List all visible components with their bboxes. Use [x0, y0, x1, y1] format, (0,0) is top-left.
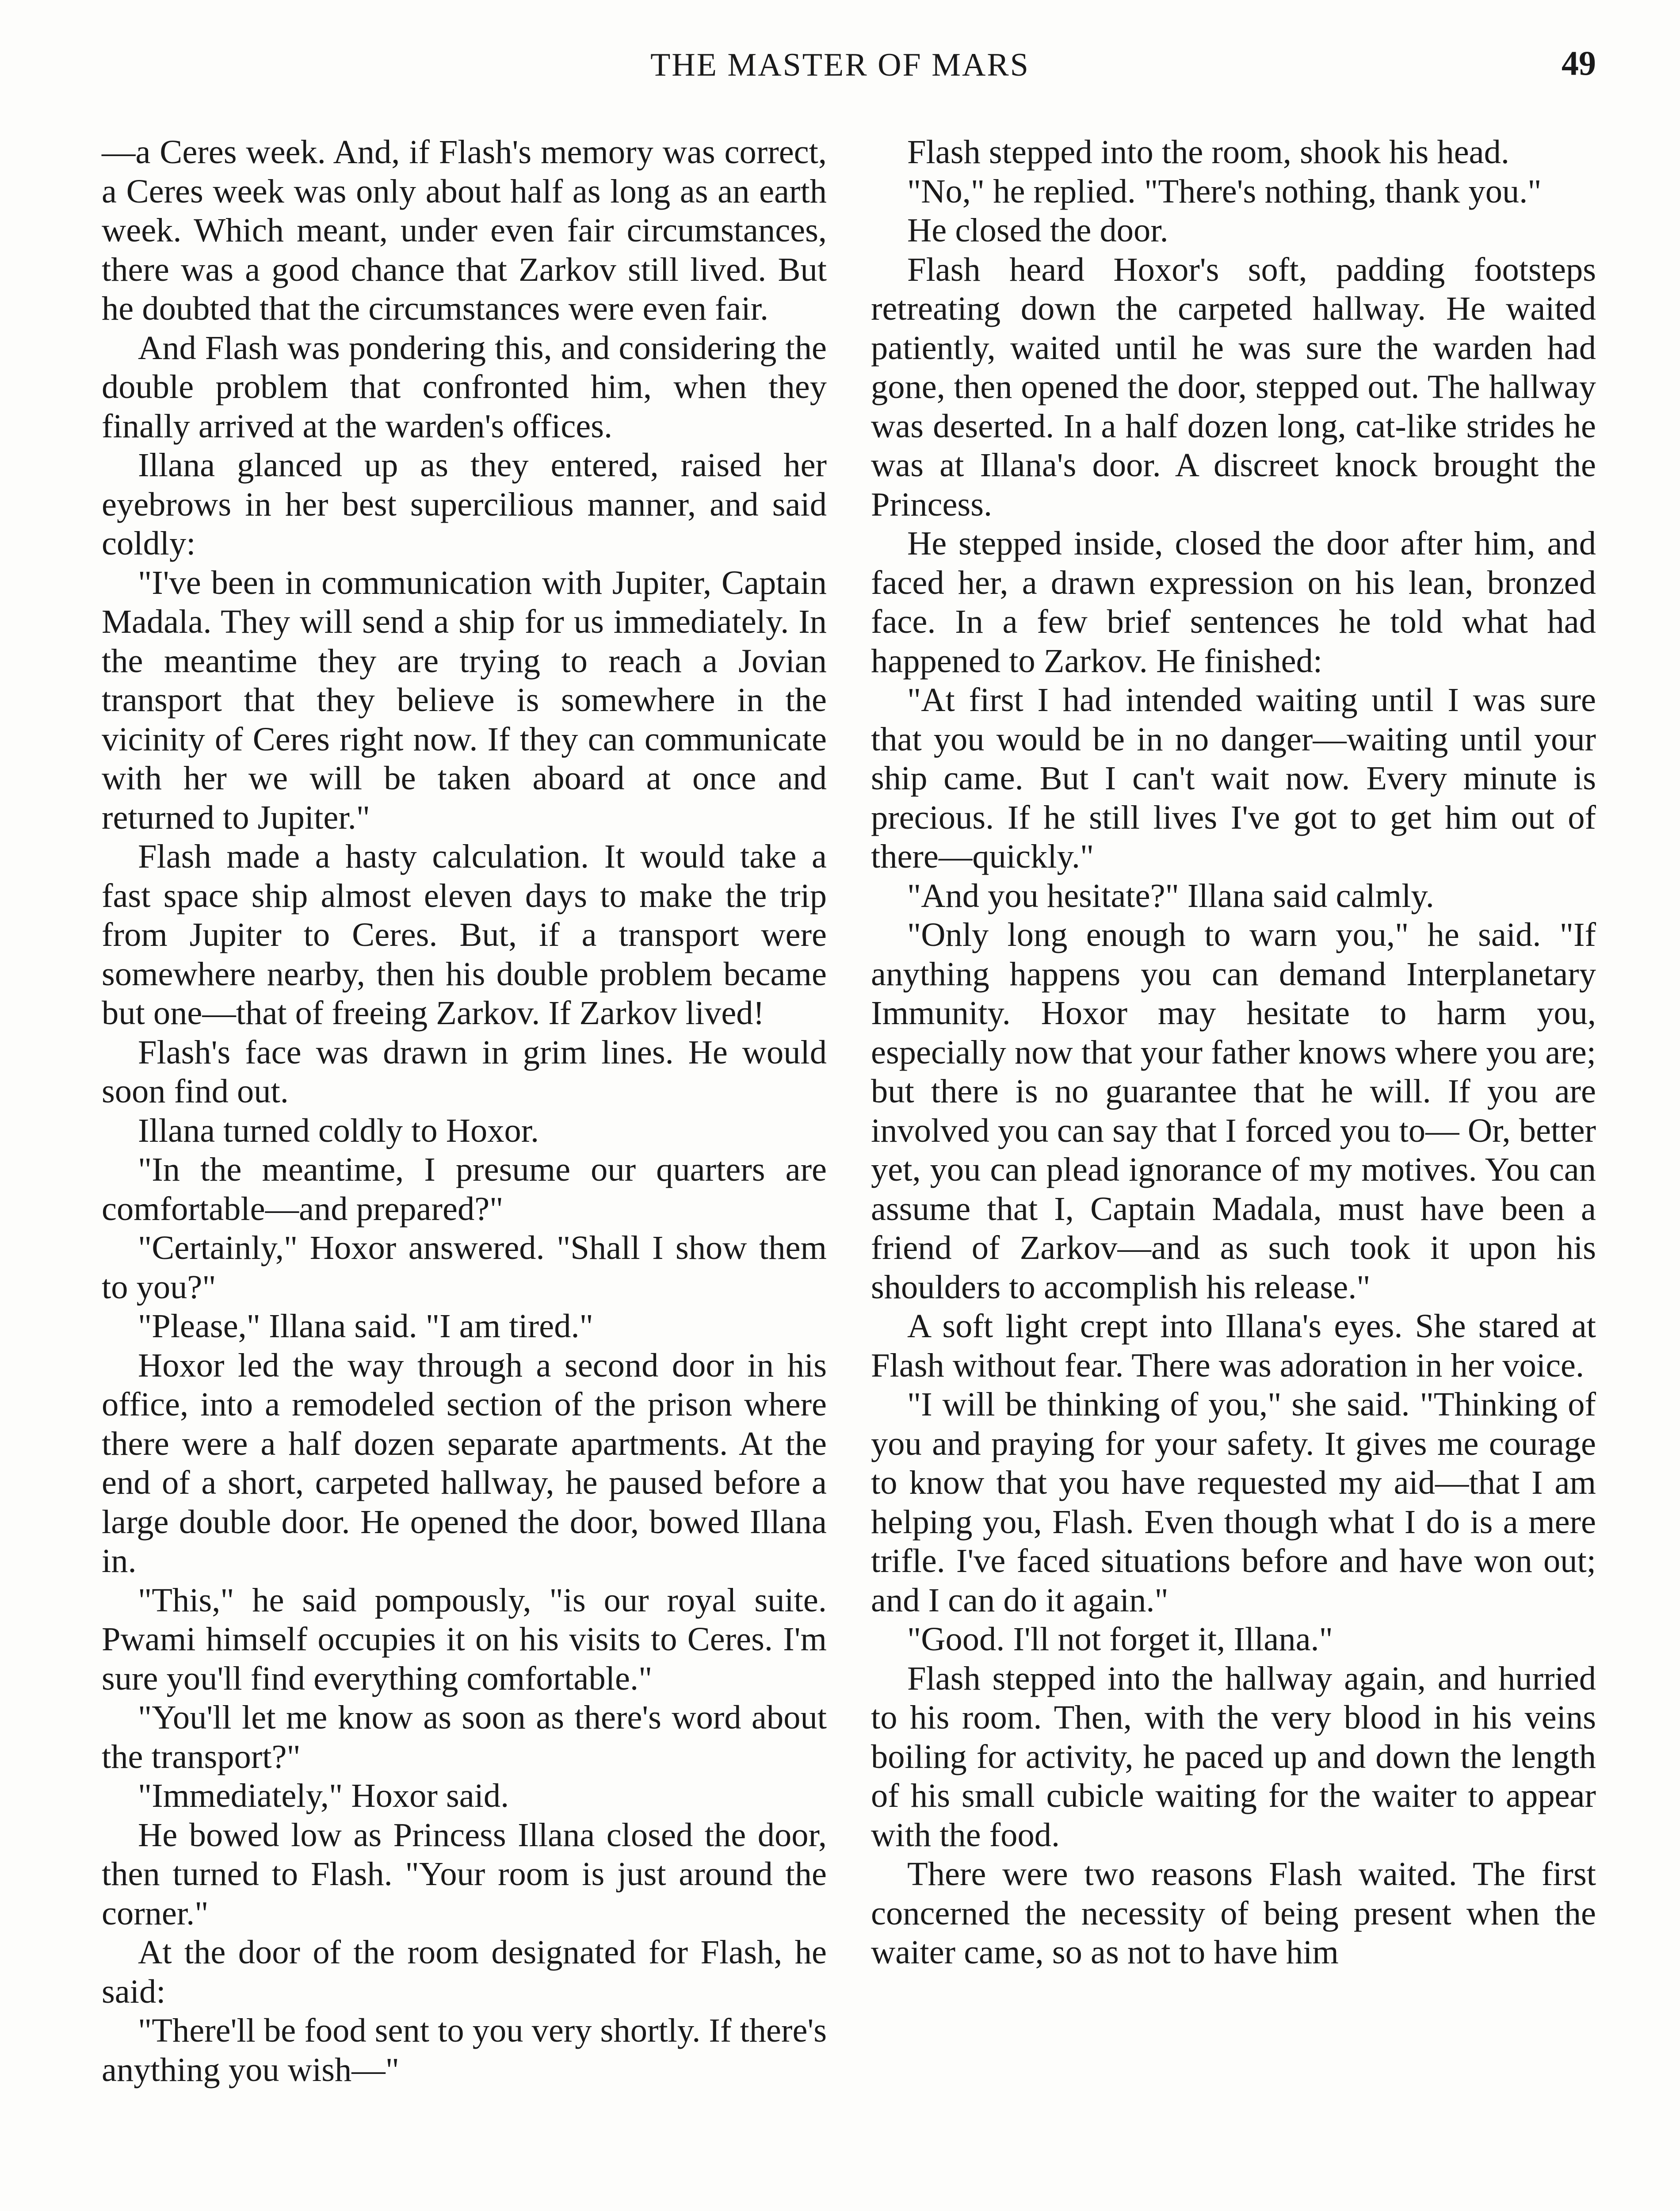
- paragraph: And Flash was pondering this, and considering the double problem that confronted him, when they finally arrived at the warden's offices.: [102, 329, 827, 445]
- paragraph: "You'll let me know as soon as there's word about the transport?": [102, 1698, 827, 1775]
- running-title: THE MASTER OF MARS: [650, 47, 1030, 83]
- page-number: 49: [1562, 44, 1596, 82]
- left-column: [102, 133, 827, 2089]
- paragraph: "Certainly," Hoxor answered. "Shall I show them to you?": [102, 1229, 827, 1306]
- paragraph: Flash stepped into the room, shook his head.: [907, 133, 1509, 171]
- paragraph: "I've been in communication with Jupiter, Captain Madala. They will send a ship for us immediately. In the meantime they are trying to reach a Jovian transport that they believe is somewhere in the vicinity of Ceres right now. If they can communicate with her we will be taken aboard at once and returned to Jupiter.": [102, 563, 827, 836]
- paragraph: "I will be thinking of you," she said. "Thinking of you and praying for your safety. It gives me courage to know that you have requested my aid—that I am helping you, Flash. Even though what I do is a mere trifle. I've faced situations before and have won out; and I can do it again.": [871, 1385, 1596, 1619]
- paragraph: "Please," Illana said. "I am tired.": [138, 1307, 593, 1345]
- paragraph: Flash heard Hoxor's soft, padding footsteps retreating down the carpeted hallway. He waited patiently, waited until he was sure the warden had gone, then opened the door, stepped out. The hallway was deserted. In a half dozen long, cat-like strides he was at Illana's door. A discreet knock brought the Princess.: [871, 250, 1596, 523]
- paragraph: "There'll be food sent to you very shortly. If there's anything you wish—": [102, 2012, 827, 2089]
- paragraph: —a Ceres week. And, if Flash's memory was correct, a Ceres week was only about half as long as an earth week. Which meant, under even fair circumstances, there was a good chance that Zarkov still lived. But he doubted that the circumstances were even fair.: [102, 133, 827, 327]
- paragraph: At the door of the room designated for Flash, he said:: [102, 1933, 827, 2010]
- paragraph: "Good. I'll not forget it, Illana.": [907, 1620, 1333, 1658]
- paragraph: He closed the door.: [907, 211, 1168, 249]
- paragraph: He stepped inside, closed the door after him, and faced her, a drawn expression on his lean, bronzed face. In a few brief sentences he told what had happened to Zarkov. He finished:: [871, 524, 1596, 680]
- paragraph: There were two reasons Flash waited. The first concerned the necessity of being present when the waiter came, so as not to have him: [871, 1855, 1596, 1971]
- paragraph: Flash made a hasty calculation. It would take a fast space ship almost eleven days to make the trip from Jupiter to Ceres. But, if a transport were somewhere nearby, then his double problem became but one—that of freeing Zarkov. If Zarkov lived!: [102, 838, 827, 1032]
- paragraph: "Immediately," Hoxor said.: [138, 1777, 509, 1814]
- paragraph: "And you hesitate?" Illana said calmly.: [907, 876, 1434, 914]
- paragraph: "At first I had intended waiting until I was sure that you would be in no danger—waiting until your ship came. But I can't wait now. Every minute is precious. If he still lives I've got to get him out of there—quickly.": [871, 681, 1596, 875]
- right-column: [871, 133, 1596, 1972]
- paragraph: "No," he replied. "There's nothing, thank you.": [907, 172, 1542, 210]
- paragraph: "This," he said pompously, "is our royal suite. Pwami himself occupies it on his visits to Ceres. I'm sure you'll find everything comfortable.": [102, 1581, 827, 1697]
- paragraph: "Only long enough to warn you," he said. "If anything happens you can demand Interplanetary Immunity. Hoxor may hesitate to harm you, especially now that your father knows where you are; but there is no guarantee that he will. If you are involved you can say that I forced you to— Or, better yet, you can plead ignorance of my motives. You can assume that I, Captain Madala, must have been a friend of Zarkov—and as such took it upon his shoulders to accomplish his release.": [871, 916, 1596, 1306]
- paragraph: Flash's face was drawn in grim lines. He would soon find out.: [102, 1033, 827, 1110]
- paragraph: Hoxor led the way through a second door in his office, into a remodeled section of the prison where there were a half dozen separate apartments. At the end of a short, carpeted hallway, he paused before a large double door. He opened the door, bowed Illana in.: [102, 1346, 827, 1580]
- paragraph: Flash stepped into the hallway again, and hurried to his room. Then, with the very blood in his veins boiling for activity, he paced up and down the length of his small cubicle waiting for the waiter to appear with the food.: [871, 1659, 1596, 1854]
- paragraph: "In the meantime, I presume our quarters are comfortable—and prepared?": [102, 1151, 827, 1228]
- paragraph: He bowed low as Princess Illana closed the door, then turned to Flash. "Your room is just around the corner.": [102, 1816, 827, 1932]
- paragraph: Illana turned coldly to Hoxor.: [138, 1111, 539, 1149]
- paragraph: Illana glanced up as they entered, raised her eyebrows in her best supercilious manner, and said coldly:: [102, 446, 827, 562]
- paragraph: A soft light crept into Illana's eyes. She stared at Flash without fear. There was adoration in her voice.: [871, 1307, 1596, 1384]
